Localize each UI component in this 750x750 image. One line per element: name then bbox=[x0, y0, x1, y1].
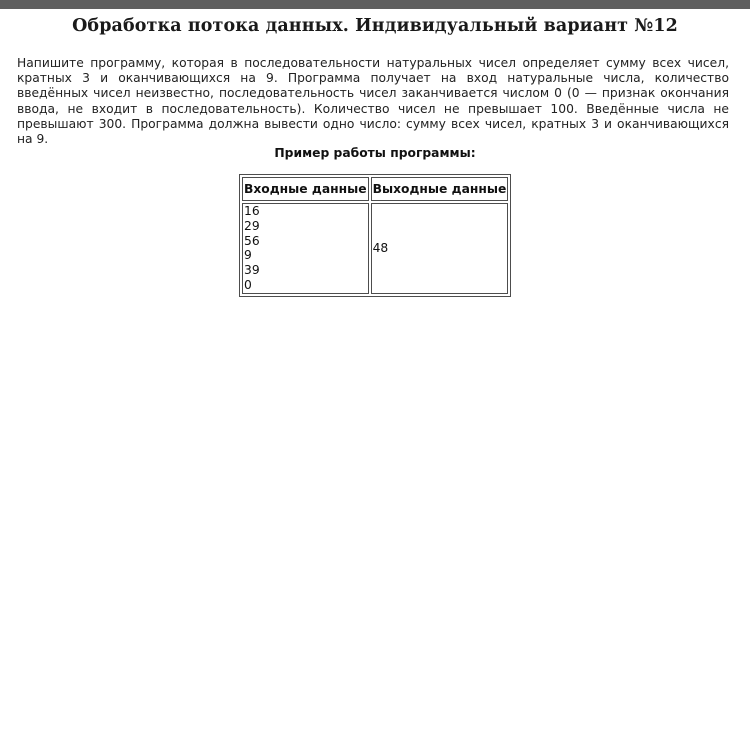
input-line: 39 bbox=[244, 263, 260, 278]
task-description: Напишите программу, которая в последовательности натуральных чисел определяет сумму всех чисел, кратных 3 и оканчивающихся на 9. Программа получает на вход натуральные числа, количество введённых чисел неизвестно, последовательность чисел заканчивается числом 0 (0 — признак окончания ввода, не входит в последовательность). Количество чисел не превышает 100. Введённые числа не превышают 300. Программа должна вывести одно число: сумму всех чисел, кратных 3 и оканчивающихся на 9. bbox=[17, 56, 729, 147]
input-data-cell bbox=[242, 203, 369, 294]
output-column-header: Выходные данные bbox=[371, 177, 509, 201]
input-line: 56 bbox=[244, 233, 260, 248]
example-table-row bbox=[242, 203, 508, 294]
input-line: 9 bbox=[244, 248, 252, 263]
input-line: 0 bbox=[244, 277, 252, 292]
page-title: Обработка потока данных. Индивидуальный вариант №12 bbox=[72, 16, 678, 36]
top-bar bbox=[0, 0, 750, 9]
input-line: 16 bbox=[244, 204, 260, 218]
example-heading: Пример работы программы: bbox=[274, 146, 476, 160]
example-table-header-row bbox=[242, 177, 508, 201]
input-column-header: Входные данные bbox=[242, 177, 369, 201]
example-table bbox=[239, 174, 511, 297]
input-line: 29 bbox=[244, 218, 260, 233]
output-data-cell: 48 bbox=[371, 203, 509, 294]
